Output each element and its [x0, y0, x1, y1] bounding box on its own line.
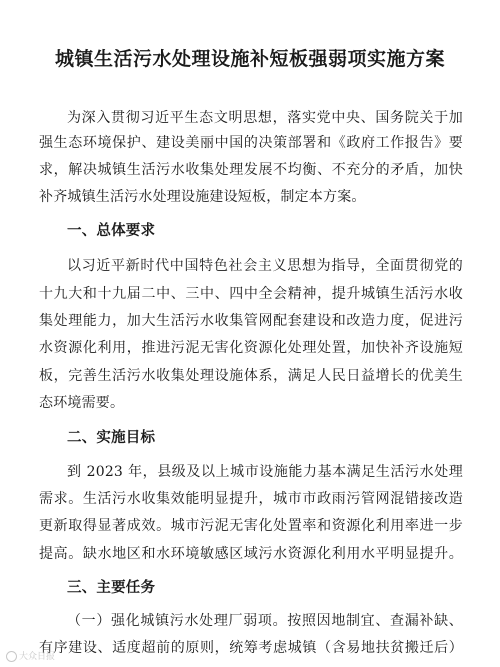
- section1-line-2: 十九大和十九届二中、三中、四中全会精神，提升城镇生活污水收: [39, 286, 463, 302]
- intro-line-2: 强生态环境保护、建设美丽中国的决策部署和《政府工作报告》要: [39, 135, 463, 151]
- section3-line-1: （一）强化城镇污水处理厂弱项。按照因地制宜、查漏补缺、: [67, 613, 463, 629]
- section2-line-4: 提高。缺水地区和水环境敏感区域污水资源化利用水平明显提升。: [39, 546, 463, 562]
- section3-line-2: 有序建设、适度超前的原则，统筹考虑城镇（含易地扶贫搬迁后）: [39, 640, 463, 656]
- section1-line-1: 以习近平新时代中国特色社会主义思想为指导，全面贯彻党的: [67, 258, 463, 274]
- section2-line-3: 更新取得显著成效。城市污泥无害化处置率和资源化利用率进一步: [39, 518, 463, 534]
- section2-line-1: 到 2023 年，县级及以上城市设施能力基本满足生活污水处理: [67, 464, 463, 480]
- section1-line-3: 集处理能力，加大生活污水收集管网配套建设和改造力度，促进污: [39, 313, 463, 329]
- section1-line-5: 板，完善生活污水收集处理设施体系，满足人民日益增长的优美生: [39, 368, 463, 384]
- intro-line-1: 为深入贯彻习近平生态文明思想，落实党中央、国务院关于加: [67, 110, 463, 126]
- intro-line-4: 补齐城镇生活污水处理设施建设短板，制定本方案。: [39, 189, 366, 205]
- section-heading-general-requirements: 一、总体要求: [67, 222, 156, 239]
- watermark-text: 大众日报: [19, 652, 56, 662]
- watermark: [6, 649, 55, 662]
- section1-line-6: 态环境需要。: [39, 395, 125, 411]
- section1-line-4: 水资源化利用，推进污泥无害化资源化处理处置，加快补齐设施短: [39, 340, 463, 356]
- section-heading-main-tasks: 三、主要任务: [67, 579, 156, 596]
- intro-line-3: 求，解决城镇生活污水收集处理发展不均衡、不充分的矛盾，加快: [39, 162, 463, 178]
- section2-line-2: 需求。生活污水收集效能明显提升，城市市政雨污管网混错接改造: [39, 491, 463, 507]
- watermark-logo-icon: [6, 651, 17, 662]
- document-title: 城镇生活污水处理设施补短板强弱项实施方案: [54, 48, 445, 70]
- section-heading-targets: 二、实施目标: [67, 429, 156, 446]
